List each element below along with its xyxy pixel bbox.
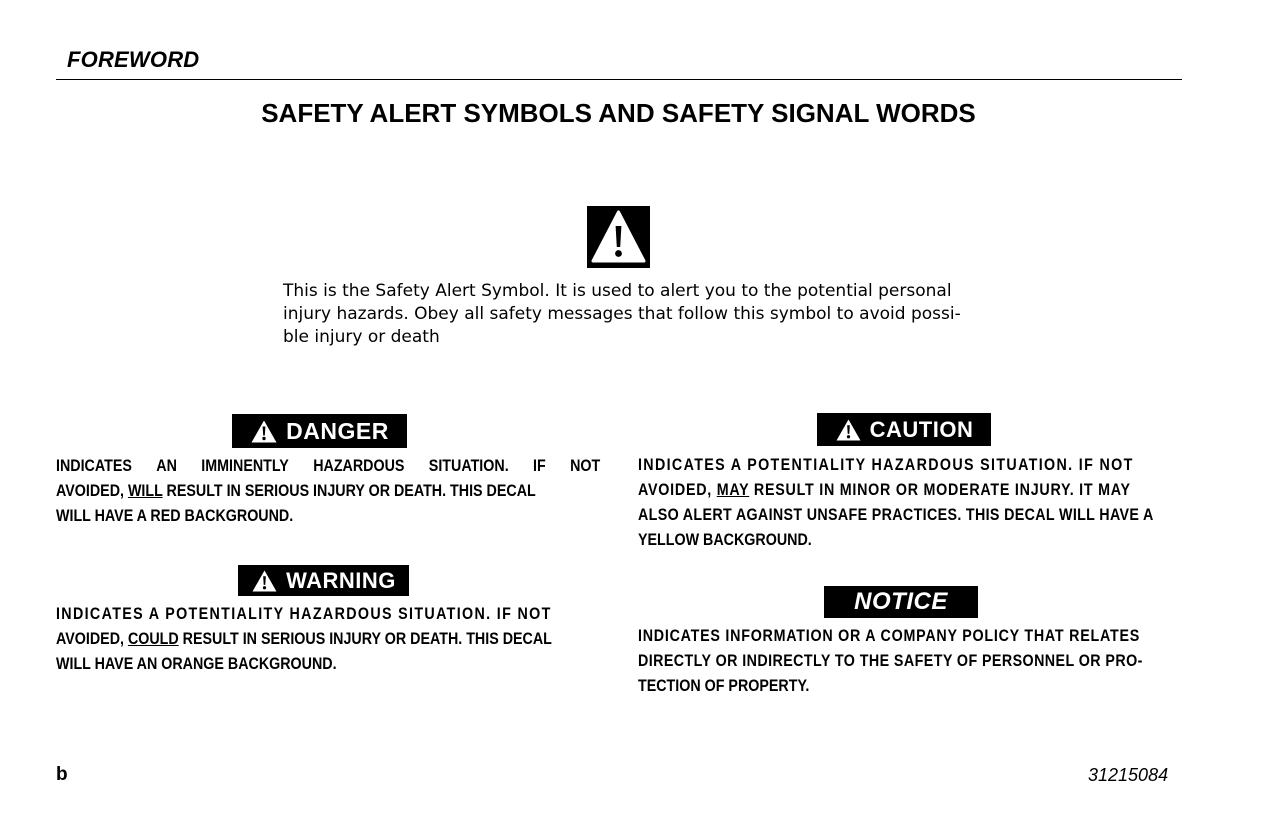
- caution-line-1: INDICATES A POTENTIALITY HAZARDOUS SITUATION. IF NOT: [638, 455, 1134, 474]
- word: SITUATION.: [428, 456, 509, 475]
- notice-description: [638, 623, 1182, 698]
- notice-label: NOTICE: [854, 588, 948, 615]
- text: AVOIDED,: [56, 481, 128, 500]
- text: RESULT IN SERIOUS INJURY OR DEATH. THIS DECAL: [178, 629, 552, 648]
- text: RESULT IN MINOR OR MODERATE INJURY. IT MAY: [749, 480, 1131, 499]
- word: IF: [533, 456, 546, 475]
- word: AN: [156, 456, 177, 475]
- page-title: SAFETY ALERT SYMBOLS AND SAFETY SIGNAL WORDS: [261, 98, 976, 128]
- caution-description: [638, 452, 1182, 552]
- header-title: FOREWORD: [67, 47, 200, 72]
- text: AVOIDED,: [638, 480, 717, 499]
- warning-line-3: WILL HAVE AN ORANGE BACKGROUND.: [56, 654, 337, 673]
- word: HAZARDOUS: [313, 456, 405, 475]
- emphasis-word: WILL: [127, 481, 163, 500]
- intro-text: [283, 280, 973, 349]
- danger-line-1: [56, 453, 600, 478]
- word: NOT: [570, 456, 601, 475]
- emphasis-word: MAY: [716, 480, 750, 499]
- warning-triangle-icon: [587, 206, 650, 268]
- caution-badge: [817, 413, 991, 446]
- notice-line-2: DIRECTLY OR INDIRECTLY TO THE SAFETY OF PERSONNEL OR PRO-: [638, 651, 1143, 670]
- danger-line-3: WILL HAVE A RED BACKGROUND.: [56, 506, 294, 525]
- intro-line: This is the Safety Alert Symbol. It is used to alert you to the potential personal: [283, 281, 952, 301]
- warning-label: WARNING: [286, 567, 396, 593]
- footer-page-letter: b: [56, 764, 68, 785]
- danger-badge: [232, 414, 407, 448]
- word: IMMINENTLY: [201, 456, 289, 475]
- warning-line-1: INDICATES A POTENTIALITY HAZARDOUS SITUATION. IF NOT: [56, 604, 552, 623]
- warning-description: [56, 601, 600, 676]
- caution-line-4: YELLOW BACKGROUND.: [638, 530, 812, 549]
- emphasis-word: COULD: [127, 629, 179, 648]
- danger-label: DANGER: [286, 417, 389, 444]
- warning-triangle-icon: [250, 419, 278, 444]
- notice-line-1: INDICATES INFORMATION OR A COMPANY POLICY THAT RELATES: [638, 626, 1141, 645]
- notice-line-3: TECTION OF PROPERTY.: [638, 676, 810, 695]
- intro-line: injury hazards. Obey all safety messages that follow this symbol to avoid possi-: [283, 304, 961, 324]
- caution-line-2: [638, 477, 1182, 502]
- danger-line-2: [56, 478, 600, 503]
- intro-line: ble injury or death: [283, 327, 440, 347]
- warning-triangle-icon: [251, 569, 278, 593]
- safety-alert-symbol: [587, 206, 650, 268]
- caution-line-3: ALSO ALERT AGAINST UNSAFE PRACTICES. THIS DECAL WILL HAVE A: [638, 505, 1154, 524]
- notice-badge: [824, 586, 978, 618]
- caution-label: CAUTION: [869, 416, 974, 442]
- danger-description: [56, 453, 600, 528]
- warning-line-2: [56, 626, 600, 651]
- text: RESULT IN SERIOUS INJURY OR DEATH. THIS DECAL: [162, 481, 536, 500]
- word: INDICATES: [56, 456, 132, 475]
- footer-doc-number: 31215084: [1088, 765, 1169, 785]
- warning-badge: [238, 565, 409, 596]
- header-rule: [56, 79, 1182, 80]
- text: AVOIDED,: [56, 629, 128, 648]
- warning-triangle-icon: [835, 418, 862, 442]
